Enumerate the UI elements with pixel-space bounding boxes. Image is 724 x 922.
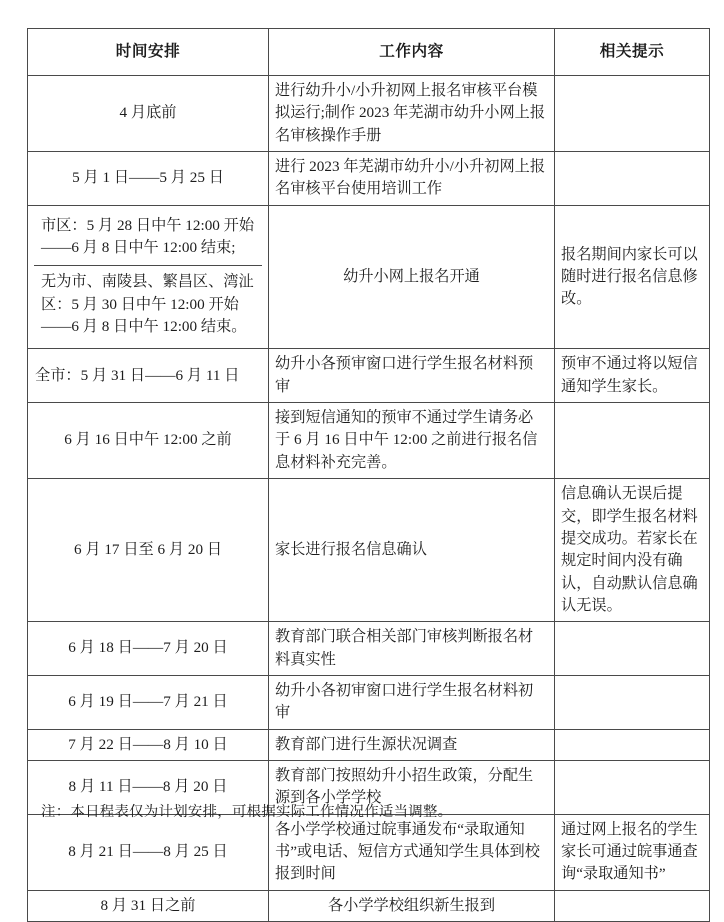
column-header-time: 时间安排 <box>28 29 269 76</box>
cell-work: 教育部门进行生源状况调查 <box>269 729 555 760</box>
table-row <box>28 152 710 206</box>
cell-work: 幼升小网上报名开通 <box>269 205 555 349</box>
cell-time-split-upper: 市区：5 月 28 日中午 12:00 开始——6 月 8 日中午 12:00 结束; <box>34 210 262 267</box>
cell-note: 通过网上报名的学生家长可通过皖事通查询“录取通知书” <box>555 814 710 890</box>
table-row <box>28 890 710 921</box>
cell-time: 8 月 31 日之前 <box>28 890 269 921</box>
cell-work: 幼升小各初审窗口进行学生报名材料初审 <box>269 675 555 729</box>
table-row <box>28 479 710 622</box>
cell-time: 全市：5 月 31 日——6 月 11 日 <box>28 349 269 403</box>
footnote: 注：本日程表仅为计划安排，可根据实际工作情况作适当调整。 <box>41 804 453 820</box>
cell-work: 进行 2023 年芜湖市幼升小/小升初网上报名审核平台使用培训工作 <box>269 152 555 206</box>
cell-note <box>555 403 710 479</box>
cell-note <box>555 622 710 676</box>
cell-time-split <box>28 205 269 349</box>
schedule-table <box>27 28 710 922</box>
cell-time: 6 月 18 日——7 月 20 日 <box>28 622 269 676</box>
cell-work: 各小学学校通过皖事通发布“录取通知书”或电话、短信方式通知学生具体到校报到时间 <box>269 814 555 890</box>
table-row <box>28 205 710 349</box>
cell-time: 4 月底前 <box>28 76 269 152</box>
table-header <box>28 29 710 76</box>
cell-work: 各小学学校组织新生报到 <box>269 890 555 921</box>
cell-note <box>555 76 710 152</box>
cell-time: 5 月 1 日——5 月 25 日 <box>28 152 269 206</box>
table-row <box>28 814 710 890</box>
table-row <box>28 622 710 676</box>
cell-note <box>555 890 710 921</box>
cell-note <box>555 729 710 760</box>
cell-note: 报名期间内家长可以随时进行报名信息修改。 <box>555 205 710 349</box>
table-row <box>28 403 710 479</box>
cell-work: 教育部门联合相关部门审核判断报名材料真实性 <box>269 622 555 676</box>
cell-work: 进行幼升小/小升初网上报名审核平台模拟运行;制作 2023 年芜湖市幼升小网上报名审核操作手册 <box>269 76 555 152</box>
cell-note: 信息确认无误后提交，即学生报名材料提交成功。若家长在规定时间内没有确认，自动默认信息确认无误。 <box>555 479 710 622</box>
cell-time: 8 月 21 日——8 月 25 日 <box>28 814 269 890</box>
cell-time: 7 月 22 日——8 月 10 日 <box>28 729 269 760</box>
table-row <box>28 349 710 403</box>
cell-note: 预审不通过将以短信通知学生家长。 <box>555 349 710 403</box>
cell-work: 教育部门按照幼升小招生政策，分配生源到各小学学校 <box>269 760 555 814</box>
column-header-note: 相关提示 <box>555 29 710 76</box>
cell-time: 6 月 16 日中午 12:00 之前 <box>28 403 269 479</box>
table-row <box>28 729 710 760</box>
cell-work: 幼升小各预审窗口进行学生报名材料预审 <box>269 349 555 403</box>
table-row <box>28 675 710 729</box>
cell-note <box>555 760 710 814</box>
schedule-table-container <box>27 28 709 922</box>
cell-time: 6 月 17 日至 6 月 20 日 <box>28 479 269 622</box>
cell-time: 8 月 11 日——8 月 20 日 <box>28 760 269 814</box>
table-body <box>28 76 710 922</box>
cell-work: 接到短信通知的预审不通过学生请务必于 6 月 16 日中午 12:00 之前进行报名信息材料补充完善。 <box>269 403 555 479</box>
cell-note <box>555 675 710 729</box>
table-row <box>28 76 710 152</box>
cell-time-split-lower: 无为市、南陵县、繁昌区、湾沚区：5 月 30 日中午 12:00 开始——6 月 8 日中午 12:00 结束。 <box>41 273 254 336</box>
column-header-work: 工作内容 <box>269 29 555 76</box>
cell-work: 家长进行报名信息确认 <box>269 479 555 622</box>
table-header-row <box>28 29 710 76</box>
cell-note <box>555 152 710 206</box>
cell-time: 6 月 19 日——7 月 21 日 <box>28 675 269 729</box>
